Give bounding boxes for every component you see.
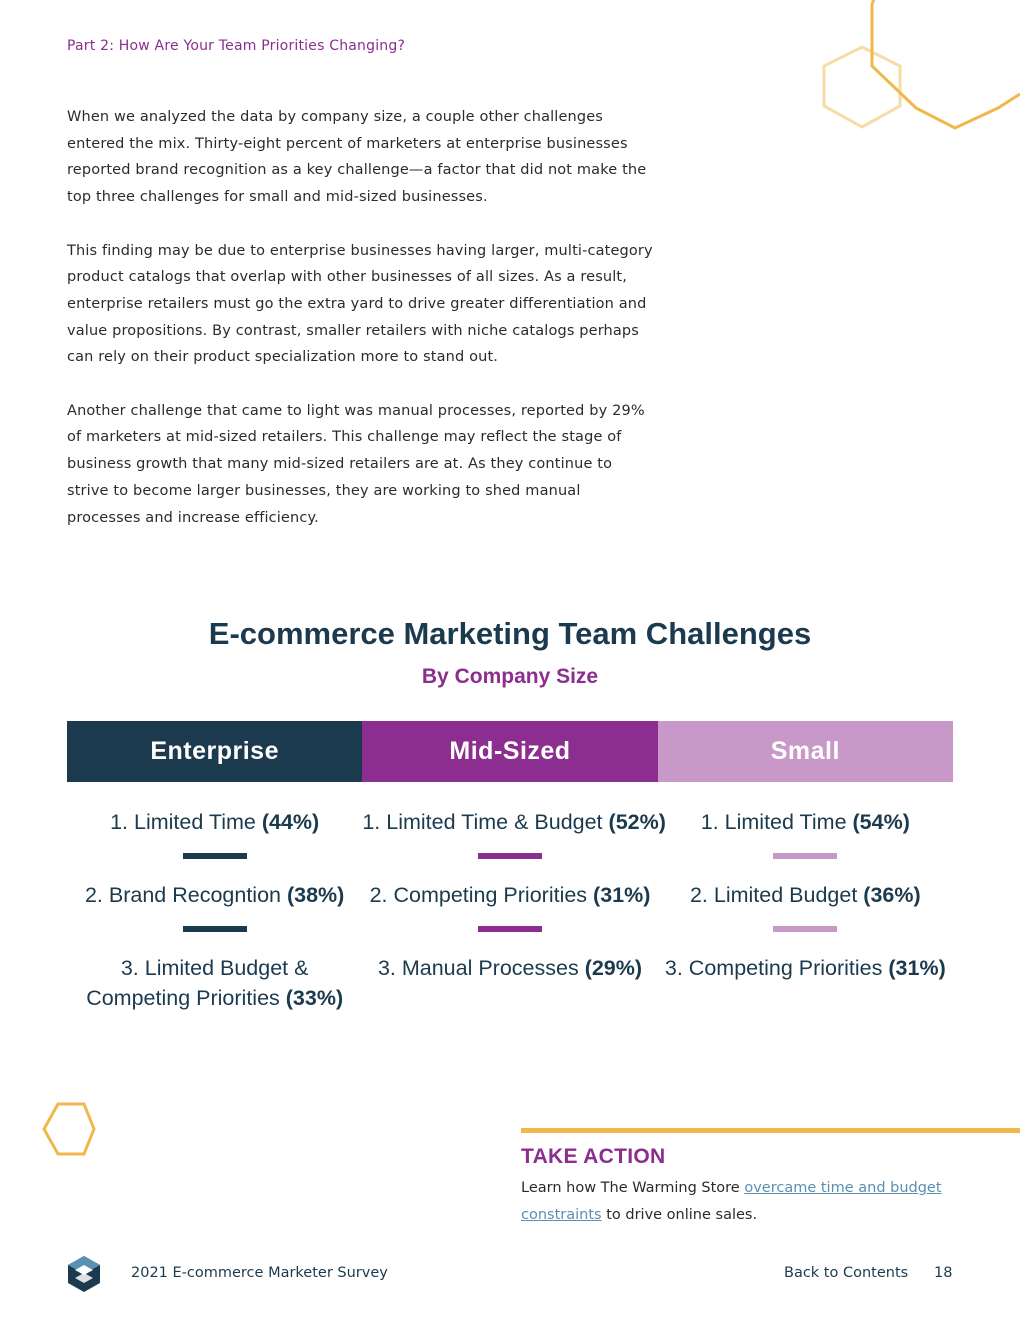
challenge-label: 3. Limited Budget &	[120, 956, 309, 980]
paragraph: This finding may be due to enterprise businesses having larger, multi-category product catalogs that overlap with other businesses of all sizes. As a result, enterprise retailers must go the extra yard to drive greater differentiation and value propositions. By contrast, smaller retailers with niche catalogs perhaps can rely on their product specialization more to stand out.	[67, 242, 653, 366]
challenge-item	[362, 807, 666, 837]
hexagon-decoration-icon	[36, 1098, 100, 1162]
chart-subtitle: By Company Size	[421, 665, 599, 688]
divider	[183, 926, 247, 932]
challenge-percent: (29%)	[584, 956, 643, 980]
column-header: Small	[658, 721, 953, 782]
challenge-percent: (33%)	[285, 986, 344, 1010]
company-logo-icon	[64, 1254, 104, 1294]
challenge-item	[362, 880, 657, 910]
challenge-percent: (31%)	[593, 883, 651, 907]
challenge-label: 2. Brand Recogntion	[84, 883, 281, 907]
take-action-title: TAKE ACTION	[521, 1145, 666, 1168]
column-header: Enterprise	[67, 721, 362, 782]
challenge-item	[67, 880, 362, 910]
body-text	[67, 104, 657, 558]
challenge-label: 2. Limited Budget	[689, 883, 858, 907]
challenge-item	[658, 880, 953, 910]
challenge-item	[67, 807, 362, 837]
footer-title: 2021 E-commerce Marketer Survey	[131, 1265, 388, 1281]
challenge-percent: (52%)	[608, 810, 666, 834]
challenge-label: 1. Limited Time	[700, 810, 847, 834]
back-to-contents-link[interactable]: Back to Contents	[784, 1265, 909, 1281]
challenge-percent: (36%)	[863, 883, 921, 907]
take-action-text	[521, 1175, 961, 1229]
divider	[478, 926, 542, 932]
challenge-percent: (31%)	[888, 956, 946, 980]
take-action-text-after: to drive online sales.	[601, 1207, 758, 1223]
challenge-label: 1. Limited Time	[110, 810, 256, 834]
challenges-table	[67, 721, 953, 1013]
challenge-item	[362, 953, 657, 983]
divider	[773, 926, 837, 932]
case-study-link[interactable]: overcame time and budget constraints	[521, 1180, 942, 1223]
chart-title: E-commerce Marketing Team Challenges	[208, 616, 812, 651]
challenge-percent: (38%)	[286, 883, 345, 907]
column-header: Mid-Sized	[362, 721, 657, 782]
take-action-text-before: Learn how The Warming Store	[521, 1180, 745, 1196]
divider	[478, 853, 542, 859]
challenge-label: 2. Competing Priorities	[369, 883, 588, 907]
page-number: 18	[934, 1265, 953, 1281]
divider	[773, 853, 837, 859]
paragraph: Another challenge that came to light was manual processes, reported by 29% of marketers at mid-sized retailers. This challenge may reflect the stage of business growth that many mid-sized retailers are at. As they continue to strive to become larger businesses, they are working to shed manual processes and increase efficiency.	[67, 402, 645, 526]
challenge-label-line2: Competing Priorities	[86, 986, 280, 1010]
challenge-label: 3. Competing Priorities	[664, 956, 883, 980]
challenge-label: 3. Manual Processes	[377, 956, 579, 980]
challenge-percent: (44%)	[261, 810, 320, 834]
take-action-box	[521, 1128, 1020, 1229]
challenge-percent: (54%)	[852, 810, 910, 834]
section-header: Part 2: How Are Your Team Priorities Changing?	[67, 38, 406, 54]
column-mid-sized	[362, 721, 666, 1013]
challenge-item	[658, 807, 953, 837]
paragraph: When we analyzed the data by company size, a couple other challenges entered the mix. Thirty-eight percent of marketers at enterprise businesses reported brand recognition as a key challenge—a factor that did not make the top three challenges for small and mid-sized businesses.	[67, 109, 647, 206]
column-small	[658, 721, 953, 1013]
challenge-item	[67, 953, 362, 1013]
challenge-label: 1. Limited Time & Budget	[362, 810, 603, 834]
column-enterprise	[67, 721, 362, 1013]
challenge-item	[658, 953, 953, 983]
divider	[183, 853, 247, 859]
hexagon-decoration-icon	[800, 0, 1020, 150]
